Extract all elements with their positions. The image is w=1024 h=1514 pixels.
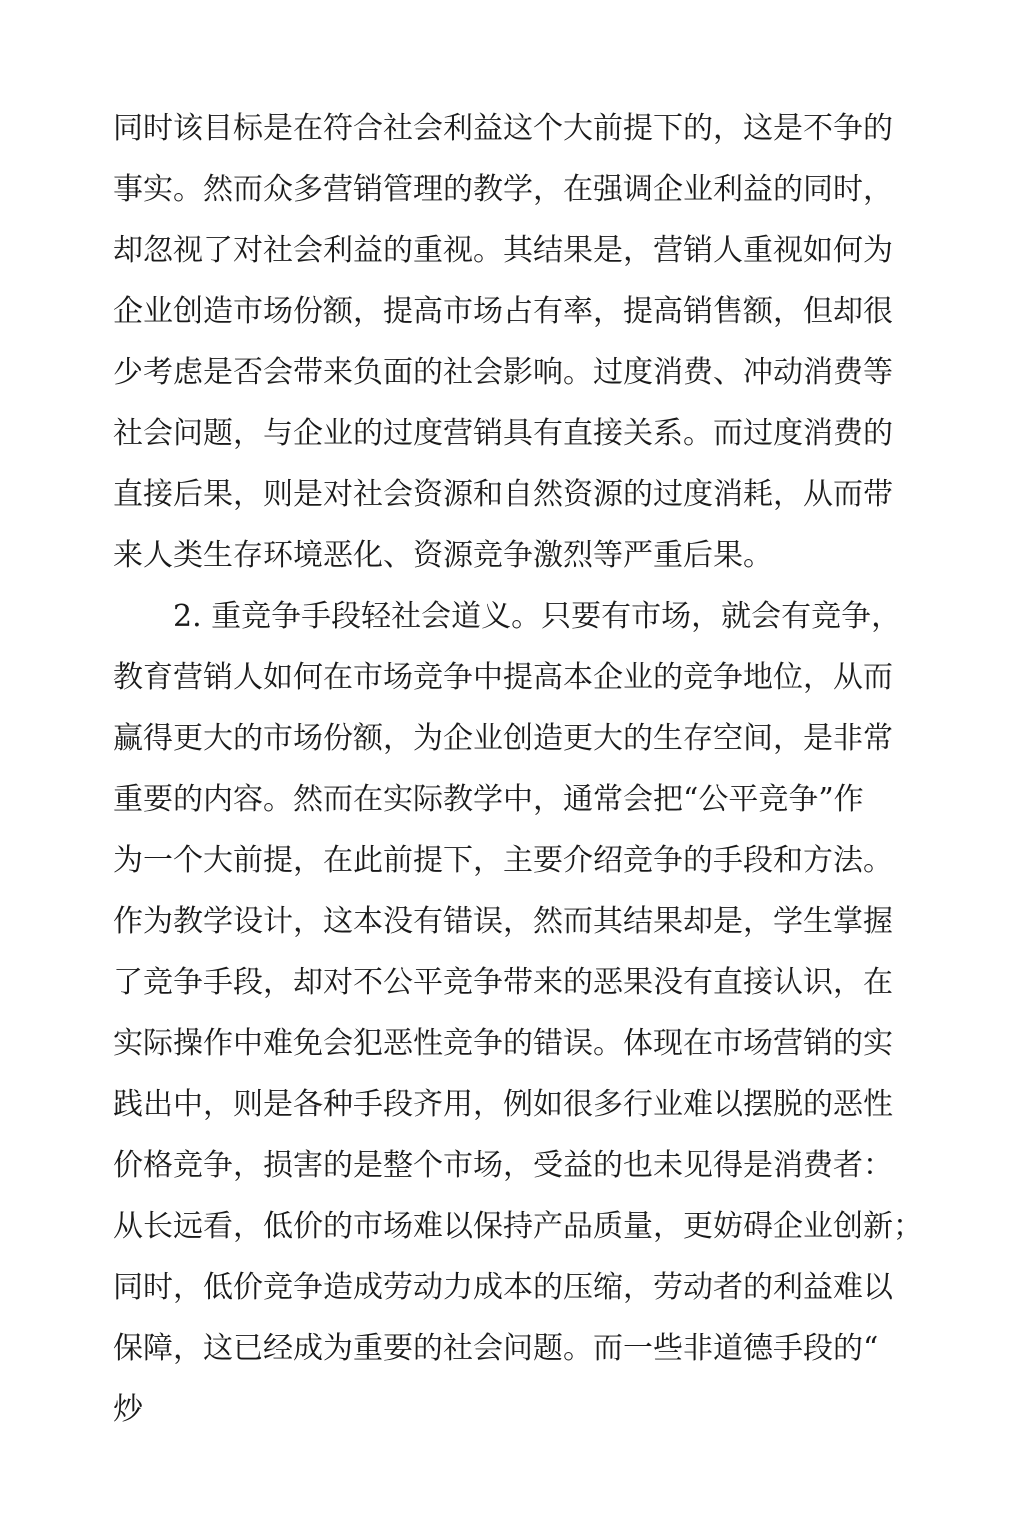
text-line: 少考虑是否会带来负面的社会影响。过度消费、冲动消费等: [113, 355, 893, 390]
text-line: 价格竞争，损害的是整个市场，受益的也未见得是消费者：: [113, 1148, 893, 1183]
text-line: 社会问题，与企业的过度营销具有直接关系。而过度消费的: [113, 416, 893, 451]
text-line: 炒: [113, 1392, 143, 1427]
body-text: [113, 98, 923, 1440]
text-line: 教育营销人如何在市场竞争中提高本企业的竞争地位，从而: [113, 660, 893, 695]
text-line: 却忽视了对社会利益的重视。其结果是，营销人重视如何为: [113, 233, 893, 268]
text-line: 重要的内容。然而在实际教学中，通常会把“公平竞争”作: [113, 782, 864, 817]
text-line: 为一个大前提，在此前提下，主要介绍竞争的手段和方法。: [113, 843, 893, 878]
text-line: 同时，低价竞争造成劳动力成本的压缩，劳动者的利益难以: [113, 1270, 893, 1305]
text-line: 践出中，则是各种手段齐用，例如很多行业难以摆脱的恶性: [113, 1087, 893, 1122]
text-line: 了竞争手段，却对不公平竞争带来的恶果没有直接认识，在: [113, 965, 893, 1000]
paragraph-first-line: 2. 重竞争手段轻社会道义。只要有市场，就会有竞争，: [173, 599, 902, 634]
text-line: 保障，这已经成为重要的社会问题。而一些非道德手段的“: [113, 1331, 879, 1366]
text-line: 同时该目标是在符合社会利益这个大前提下的，这是不争的: [113, 111, 893, 146]
text-line: 作为教学设计，这本没有错误，然而其结果却是，学生掌握: [113, 904, 893, 939]
text-line: 企业创造市场份额，提高市场占有率，提高销售额，但却很: [113, 294, 893, 329]
text-line: 事实。然而众多营销管理的教学，在强调企业利益的同时，: [113, 172, 893, 207]
text-line: 直接后果，则是对社会资源和自然资源的过度消耗，从而带: [113, 477, 893, 512]
text-line: 实际操作中难免会犯恶性竞争的错误。体现在市场营销的实: [113, 1026, 893, 1061]
text-line: 从长远看，低价的市场难以保持产品质量，更妨碍企业创新；: [113, 1209, 923, 1244]
text-line: 赢得更大的市场份额，为企业创造更大的生存空间，是非常: [113, 721, 893, 756]
text-line: 来人类生存环境恶化、资源竞争激烈等严重后果。: [113, 538, 773, 573]
